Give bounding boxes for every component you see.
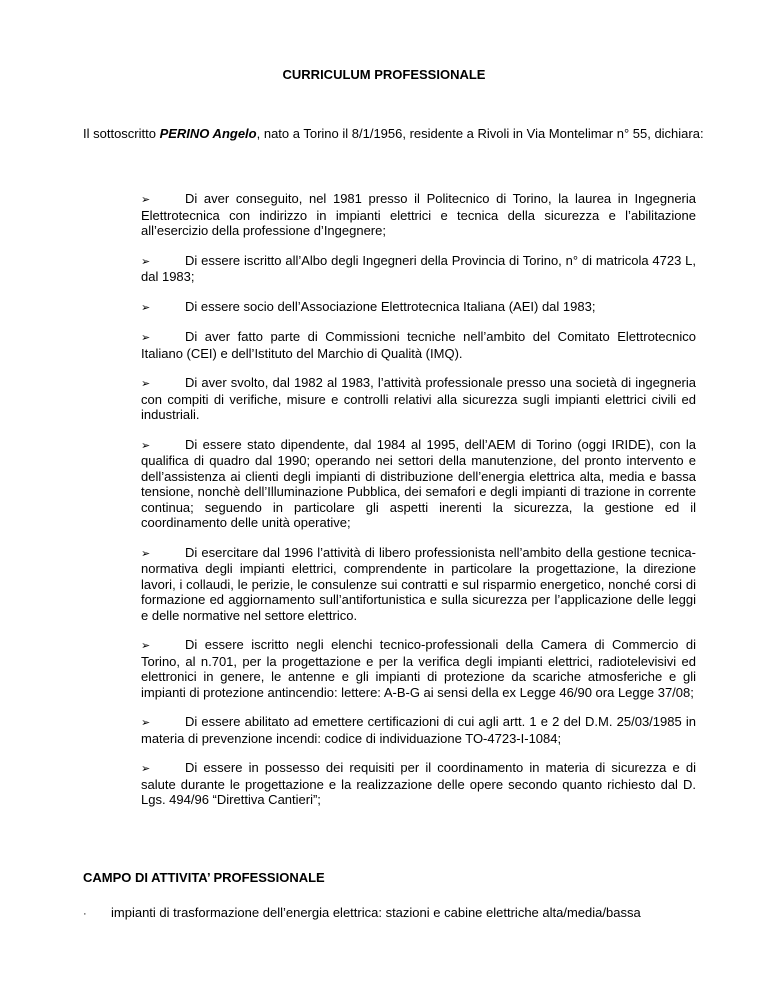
arrow-bullet-icon: ➢ — [141, 716, 151, 729]
arrow-bullet-icon: ➢ — [141, 438, 151, 452]
list-item — [141, 637, 696, 700]
arrow-bullet-icon: ➢ — [141, 762, 151, 775]
arrow-bullet-icon: ➢ — [141, 254, 151, 268]
arrow-bullet-icon: ➢ — [141, 639, 151, 652]
declaration-text: Di essere iscritto negli elenchi tecnico-professionali della Camera di Commercio di Torino, al n.701, per la progettazione e per la verifica degli impianti elettrici, radiotelevisivi ed elettronici in genere, le antenne e gli impianti di protezione da scariche atmosferiche e gli impianti di protezione antincendio: lettere: A-B-G ai sensi della ex Legge 46/90 ora Legge 37/08; — [141, 637, 696, 700]
arrow-bullet-icon: ➢ — [141, 546, 151, 560]
activities-list — [83, 905, 743, 923]
declaration-text: Di aver conseguito, nel 1981 presso il Politecnico di Torino, la laurea in Ingegneria Elettrotecnica con indirizzo in impianti elettrici e tecnica della sicurezza e l’abilitazione all’esercizio della professione d’Ingegnere; — [141, 191, 696, 238]
author-name: PERINO Angelo — [159, 126, 257, 141]
list-item — [141, 253, 696, 285]
list-item — [141, 437, 696, 531]
list-item — [83, 905, 743, 923]
declaration-text: Di essere in possesso dei requisiti per il coordinamento in materia di sicurezza e di salute durante le progettazione e la realizzazione delle opere secondo quanto richiesto dal D. Lgs. 494/96 “Direttiva Cantieri”; — [141, 760, 696, 807]
intro-before: Il sottoscritto — [83, 126, 160, 141]
list-item — [141, 375, 696, 423]
intro-paragraph — [83, 126, 723, 142]
list-item — [141, 329, 696, 361]
list-item — [141, 545, 696, 624]
declaration-text: Di essere abilitato ad emettere certificazioni di cui agli artt. 1 e 2 del D.M. 25/03/1985 in materia di prevenzione incendi: codice di individuazione TO-4723-I-1084; — [141, 714, 696, 746]
arrow-bullet-icon: ➢ — [141, 300, 151, 314]
arrow-bullet-icon: ➢ — [141, 331, 151, 344]
arrow-bullet-icon: ➢ — [141, 193, 151, 206]
list-item — [141, 760, 696, 808]
declarations-list — [141, 191, 696, 822]
declaration-text: Di aver fatto parte di Commissioni tecniche nell’ambito del Comitato Elettrotecnico Italiano (CEI) e dell’Istituto del Marchio di Qualità (IMQ). — [141, 329, 696, 361]
section-title: CAMPO DI ATTIVITA’ PROFESSIONALE — [83, 870, 325, 885]
list-item — [141, 299, 696, 316]
declaration-text: Di essere iscritto all’Albo degli Ingegneri della Provincia di Torino, n° di matricola 4723 L, dal 1983; — [141, 252, 696, 284]
list-item — [141, 191, 696, 239]
arrow-bullet-icon: ➢ — [141, 377, 151, 390]
activity-text: impianti di trasformazione dell’energia elettrica: stazioni e cabine elettriche alta/media/bassa — [111, 905, 641, 920]
dot-bullet-icon: · — [83, 908, 87, 920]
declaration-text: Di esercitare dal 1996 l’attività di libero professionista nell’ambito della gestione tecnica-normativa degli impianti elettrici, comprendente in particolare la progettazione, la direzione lavori, i collaudi, le perizie, le consulenze sui contratti e sul risparmio energetico, nonché corsi di formazione ed aggiornamento sull’antifortunistica e sulla sicurezza per l’applicazione delle leggi e delle normative nel settore elettrico. — [141, 544, 696, 623]
document-title: CURRICULUM PROFESSIONALE — [282, 67, 486, 82]
declaration-text: Di essere socio dell’Associazione Elettrotecnica Italiana (AEI) dal 1983; — [185, 298, 596, 314]
declaration-text: Di essere stato dipendente, dal 1984 al 1995, dell’AEM di Torino (oggi IRIDE), con la qualifica di quadro dal 1990; operando nei settori della manutenzione, del pronto intervento e dell’assistenza ai clienti degli impianti di distribuzione dell’energia elettrica alta, media e bassa tensione, nonchè dell’Illuminazione Pubblica, dei semafori e degli impianti di trazione in corrente continua; seguendo in particolare gli aspetti inerenti la sicurezza, la gestione ed il coordinamento delle unità operative; — [141, 436, 696, 530]
declaration-text: Di aver svolto, dal 1982 al 1983, l’attività professionale presso una società di ingegneria con compiti di verifiche, misure e controlli relativi alla sicurezza sugli impianti elettrici civili ed industriali. — [141, 375, 696, 422]
list-item — [141, 714, 696, 746]
intro-after: , nato a Torino il 8/1/1956, residente a Rivoli in Via Montelimar n° 55, dichiara: — [256, 126, 704, 141]
